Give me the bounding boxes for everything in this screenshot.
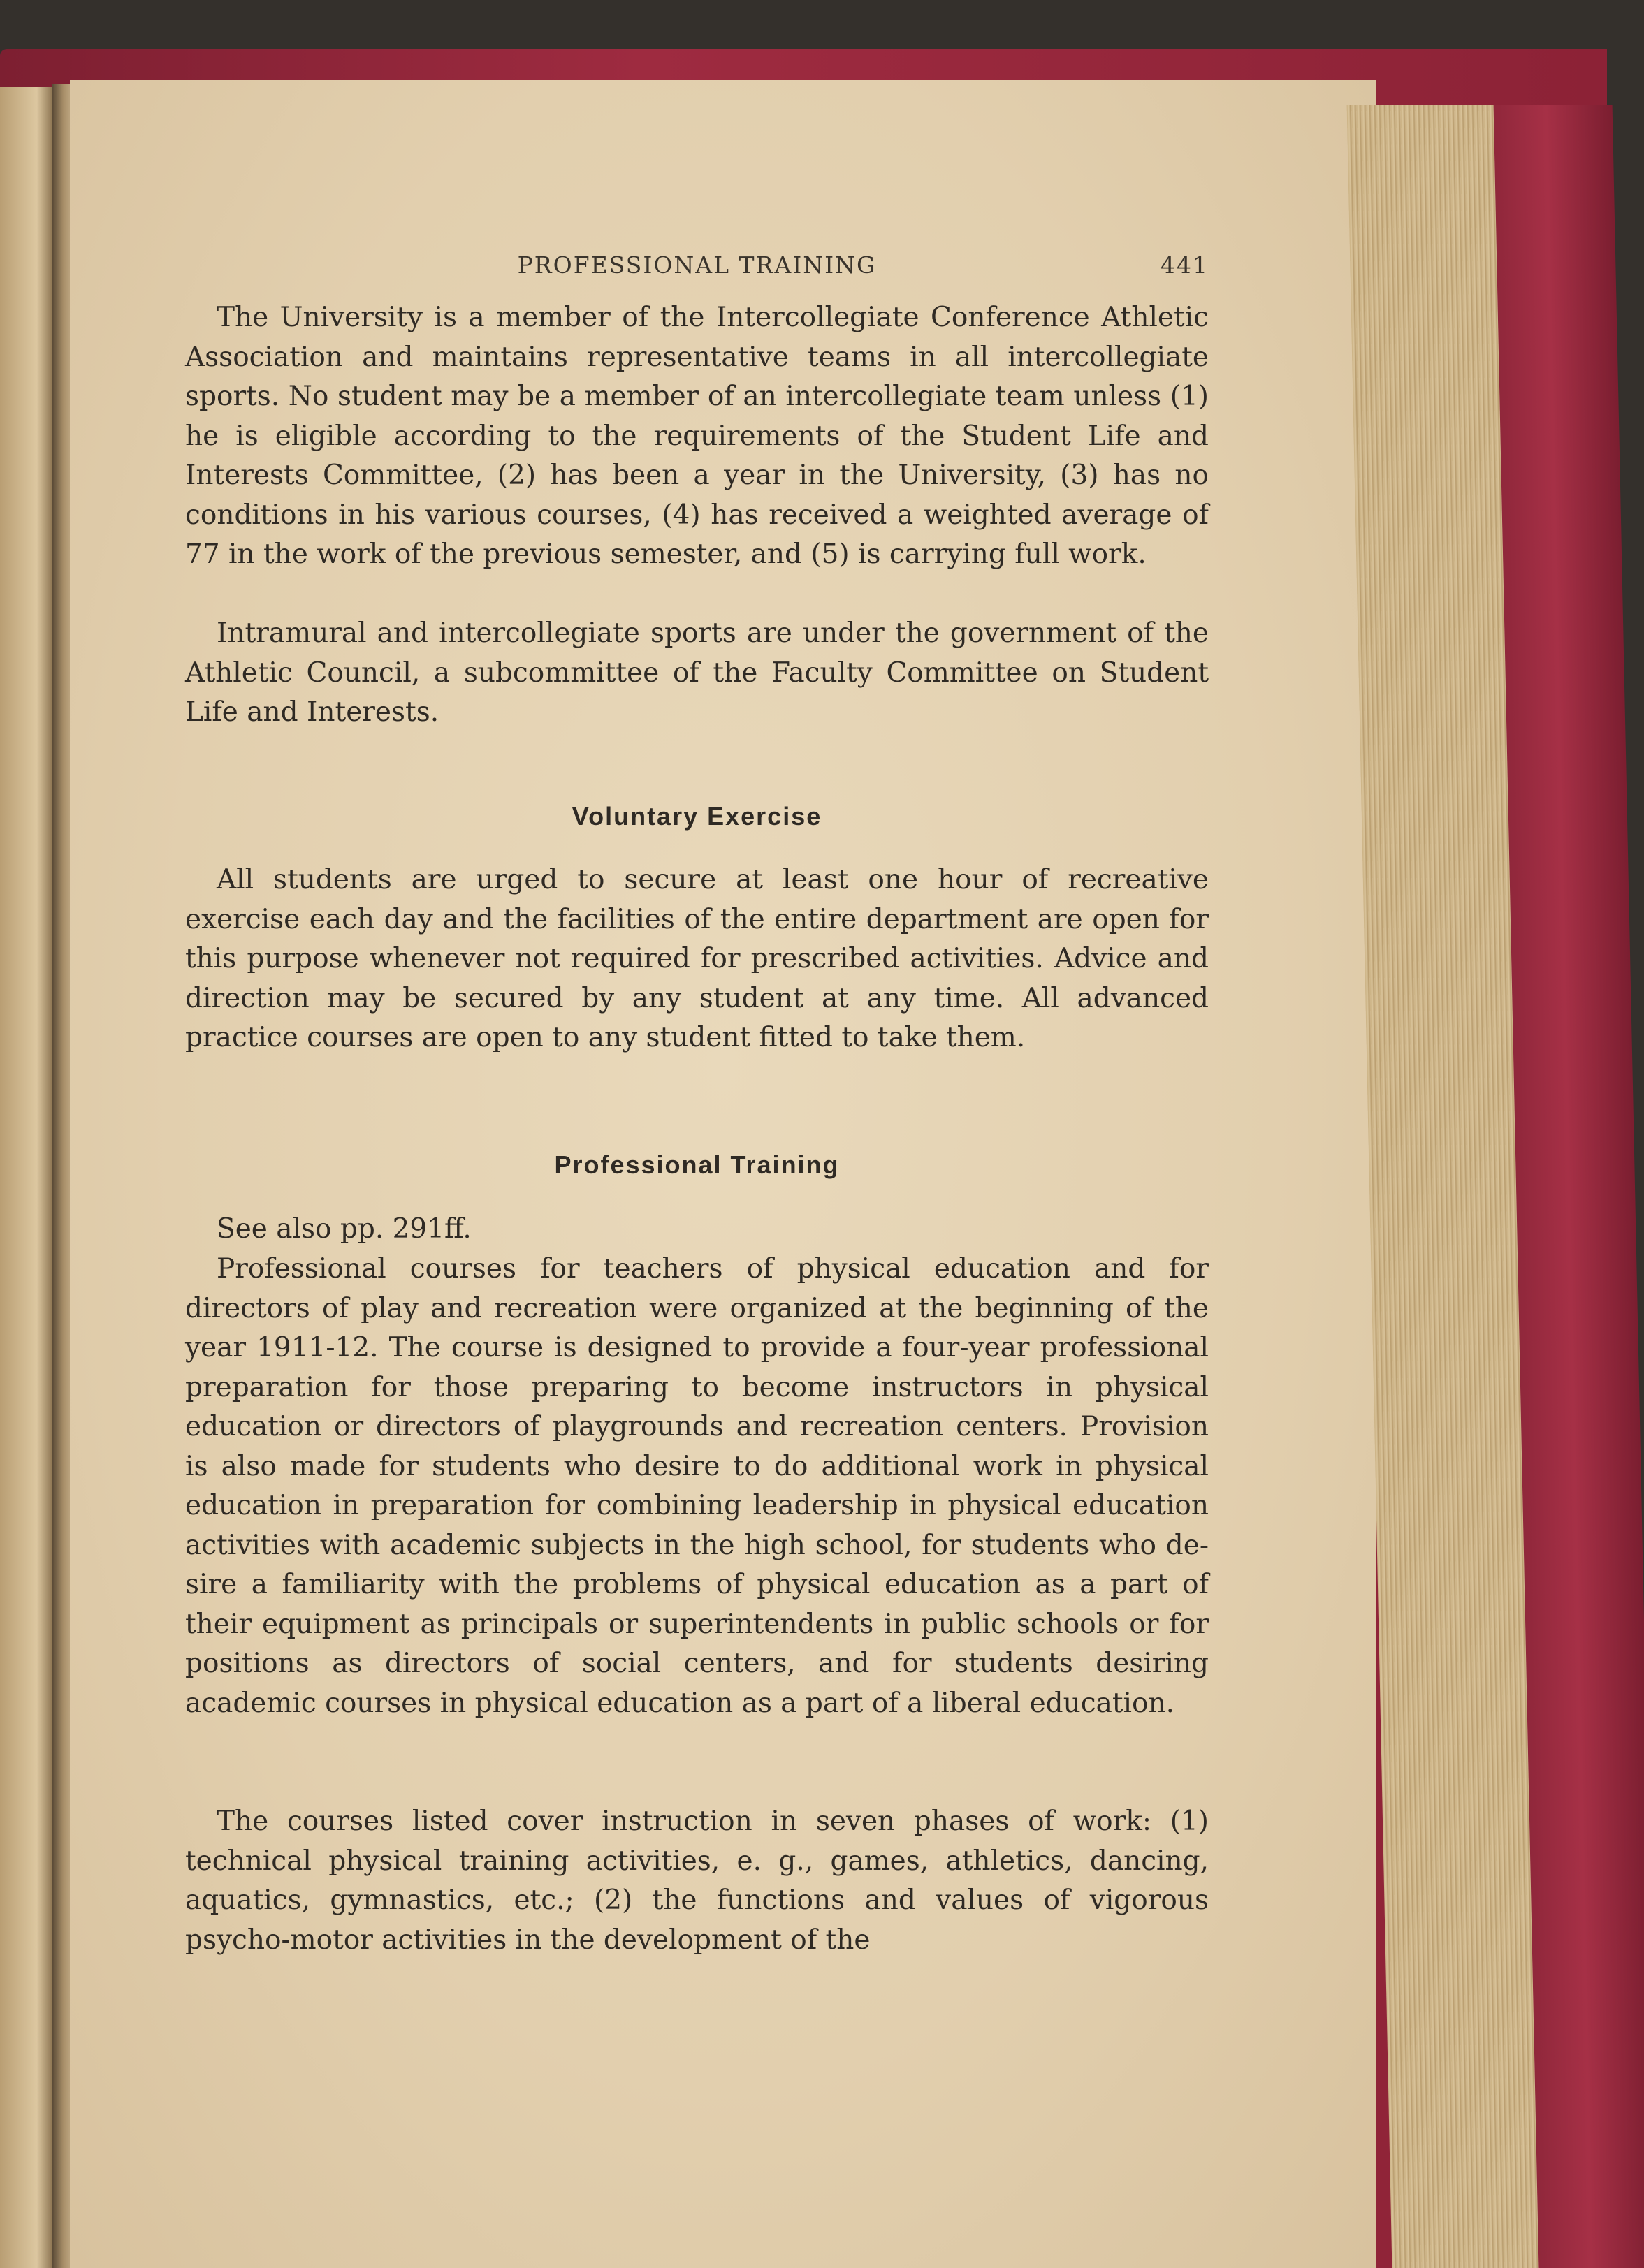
paragraph-see-also: See also pp. 291ff. [217,1213,472,1245]
section-heading-professional-training: Professional Training [554,1150,840,1179]
running-head [185,251,1209,286]
paragraph-intercollegiate: The University is a member of the Intercollegiate Conference Athletic Association and maintains representative teams in all intercollegiate sports. No student may be a member of an intercollegiate team unless (1) he is eligible according to the requirements of the Student Life and Interests Committee, (2) has been a year in the University, (3) has no conditions in his various courses, (4) has received a weighted average of 77 in the work of the previous semester, and (5) is carrying full work. [185,302,1209,570]
facing-page-edge [0,87,52,2268]
paragraph-professional-courses: Professional courses for teachers of physical education and for directors of play and recreation were organized at the beginning of the year 1911-12. The course is designed to provide a four-year professional preparation for those preparing to become instructors in physical education or directors of playgrounds and recreation centers. Provision is also made for students who desire to do additional work in physical education in preparation for combining leadership in physical education activities with academic subjects in the high school, for students who desire a familiarity with the problems of physical education as a part of their equipment as principals or superintendents in public schools or for positions as directors of social centers, and for students desiring academic courses in physical education as a part of a liberal education. [185,1253,1209,1719]
paragraph-voluntary-exercise: All students are urged to secure at least one hour of recreative exercise each day and the facilities of the entire department are open for this purpose whenever not required for prescribed activities. Advice and direction may be secured by any student at any time. All advanced practice courses are open to any student fitted to take them. [185,864,1209,1053]
section-heading-voluntary-exercise: Voluntary Exercise [572,802,822,831]
page-number: 441 [1161,251,1209,279]
paragraph-courses-listed: The courses listed cover instruction in seven phases of work: (1) technical physical training activities, e. g., games, athletics, dancing, aquatics, gymnastics, etc.; (2) the functions and values of vigorous psycho-motor activities in the development of the [185,1806,1209,1956]
paragraph-intramural: Intramural and intercollegiate sports are under the government of the Athletic Council, a subcommittee of the Faculty Committee on Student Life and Interests. [185,617,1209,728]
running-head-title: PROFESSIONAL TRAINING [517,251,877,279]
